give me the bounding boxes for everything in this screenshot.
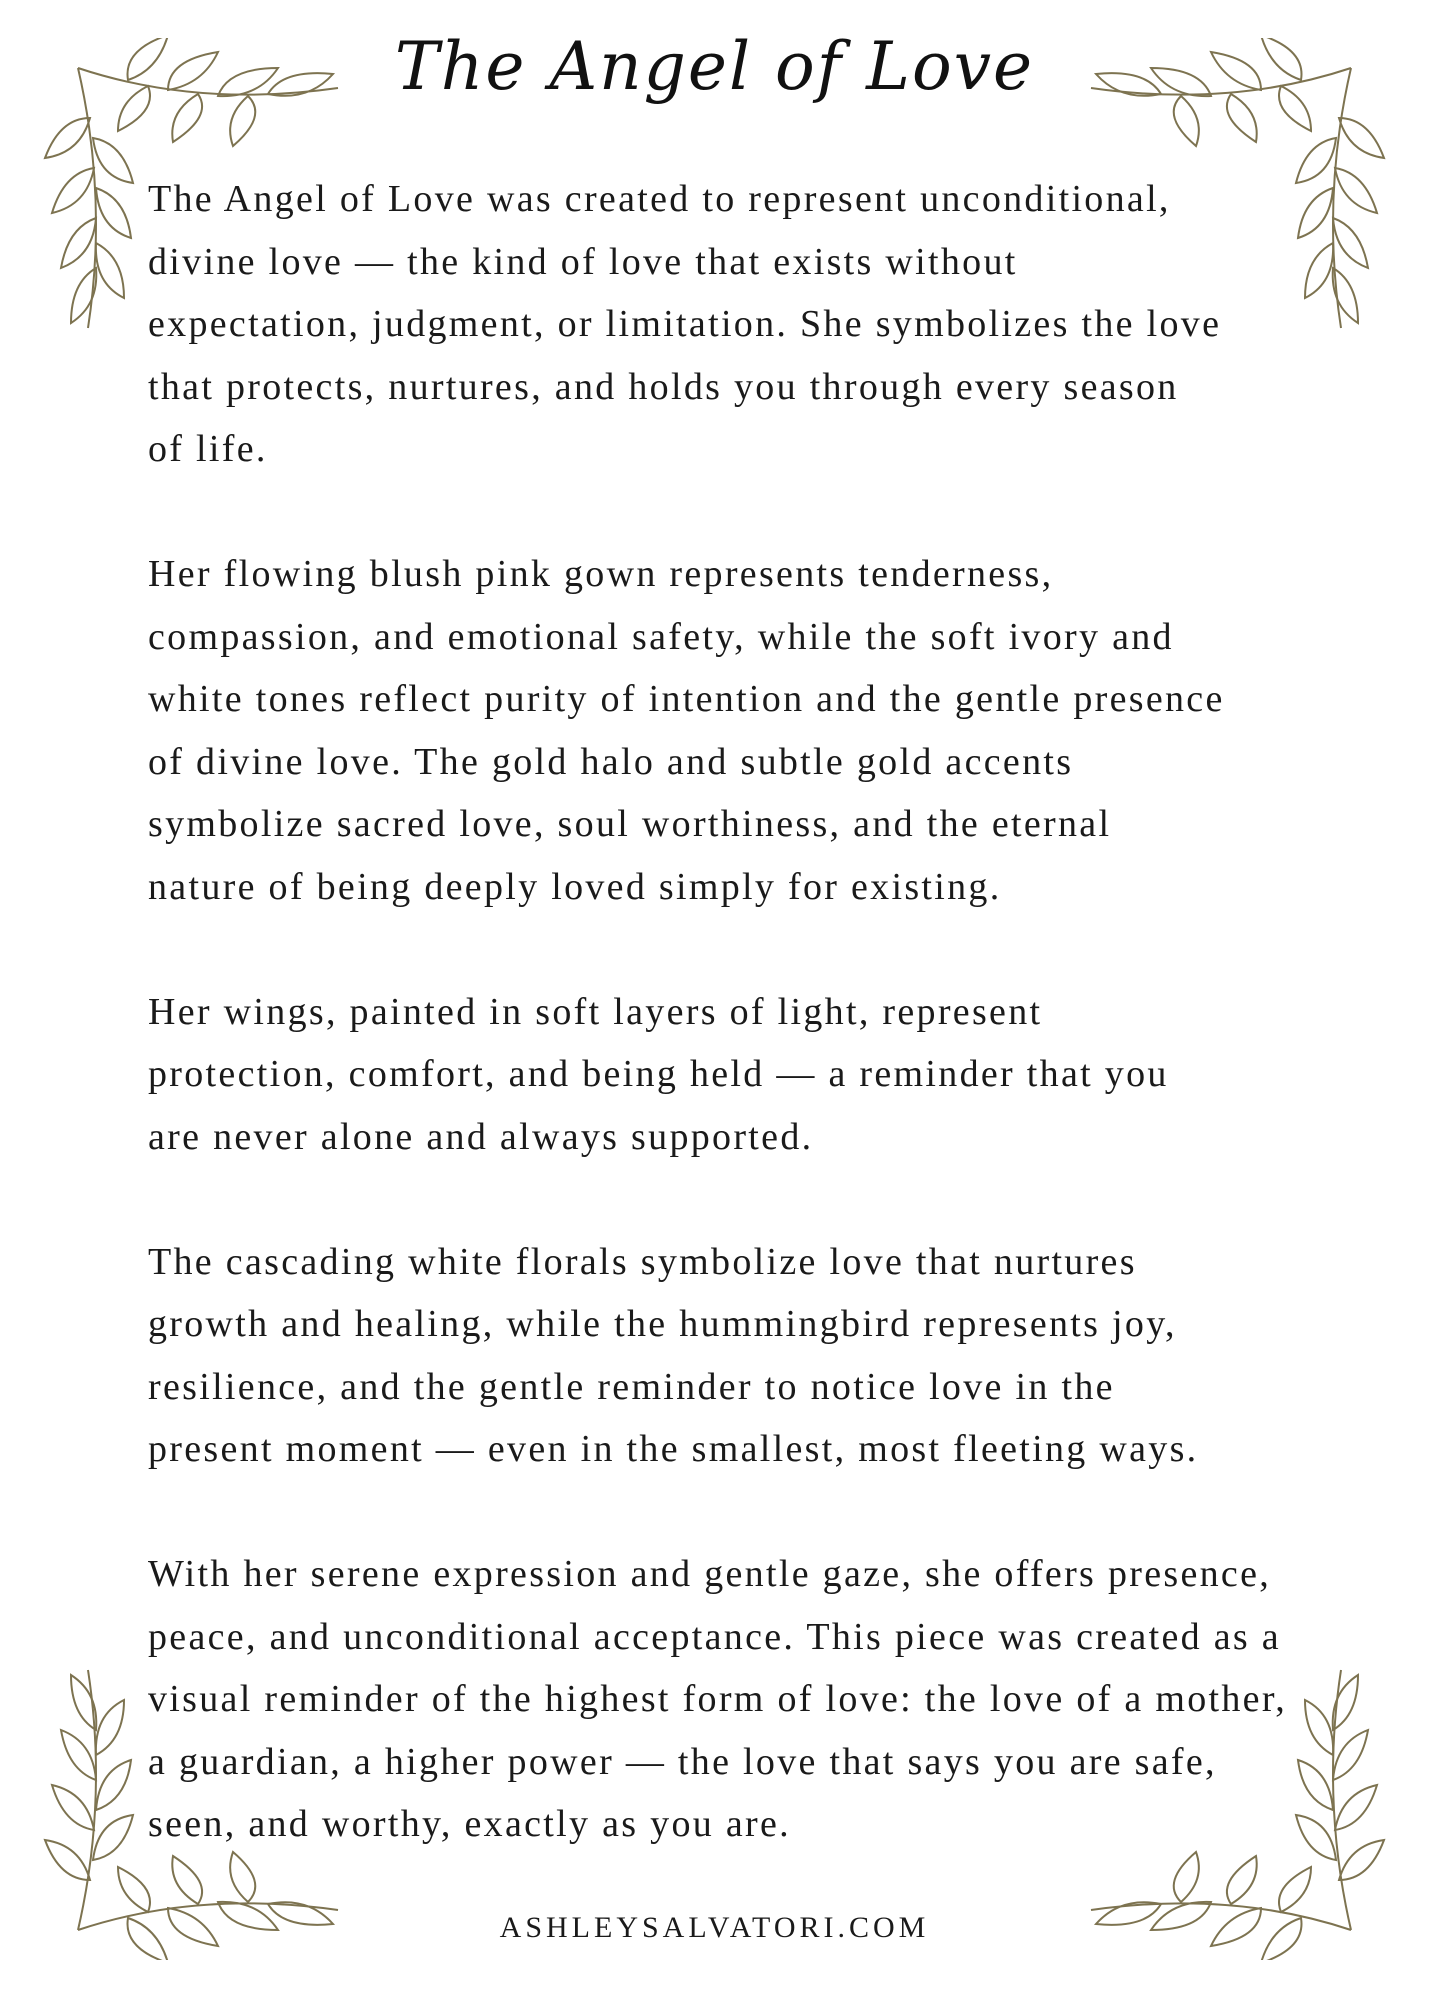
paragraph: [148, 1231, 1328, 1481]
page-title: The Angel of Love: [394, 28, 1035, 105]
text-line: symbolize sacred love, soul worthiness, and the eternal: [148, 803, 1112, 845]
text-line: that protects, nurtures, and holds you through every season: [148, 365, 1179, 408]
text-line: nature of being deeply loved simply for existing.: [148, 865, 1002, 908]
text-line: growth and healing, while the hummingbird represents joy,: [148, 1303, 1177, 1345]
website-url: ASHLEYSALVATORI.COM: [499, 1911, 930, 1944]
text-line: of divine love. The gold halo and subtle gold accents: [148, 740, 1074, 783]
text-line: The Angel of Love was created to represent unconditional,: [148, 178, 1171, 220]
text-line: visual reminder of the highest form of love: the love of a mother,: [148, 1678, 1288, 1720]
text-line: are never alone and always supported.: [148, 1115, 814, 1158]
paragraph: [148, 1543, 1328, 1856]
body-text: [148, 168, 1328, 1856]
text-line: The cascading white florals symbolize love that nurtures: [148, 1240, 1137, 1283]
text-line: protection, comfort, and being held — a reminder that you: [148, 1053, 1169, 1095]
text-line: Her flowing blush pink gown represents tenderness,: [148, 553, 1054, 595]
text-line: divine love — the kind of love that exists without: [148, 240, 1018, 283]
paragraph: [148, 168, 1328, 481]
text-line: With her serene expression and gentle gaze, she offers presence,: [148, 1553, 1272, 1595]
text-line: expectation, judgment, or limitation. She symbolizes the love: [148, 303, 1222, 345]
text-line: seen, and worthy, exactly as you are.: [148, 1803, 791, 1845]
text-line: resilience, and the gentle reminder to notice love in the: [148, 1365, 1115, 1408]
text-line: Her wings, painted in soft layers of light, represent: [148, 990, 1043, 1033]
text-line: compassion, and emotional safety, while the soft ivory and: [148, 615, 1174, 658]
text-line: peace, and unconditional acceptance. This piece was created as a: [148, 1615, 1281, 1658]
paragraph: [148, 543, 1328, 918]
text-line: of life.: [148, 428, 268, 470]
text-line: white tones reflect purity of intention and the gentle presence: [148, 678, 1225, 720]
text-line: a guardian, a higher power — the love that says you are safe,: [148, 1740, 1217, 1783]
paragraph: [148, 981, 1328, 1169]
text-line: present moment — even in the smallest, most fleeting ways.: [148, 1428, 1199, 1470]
